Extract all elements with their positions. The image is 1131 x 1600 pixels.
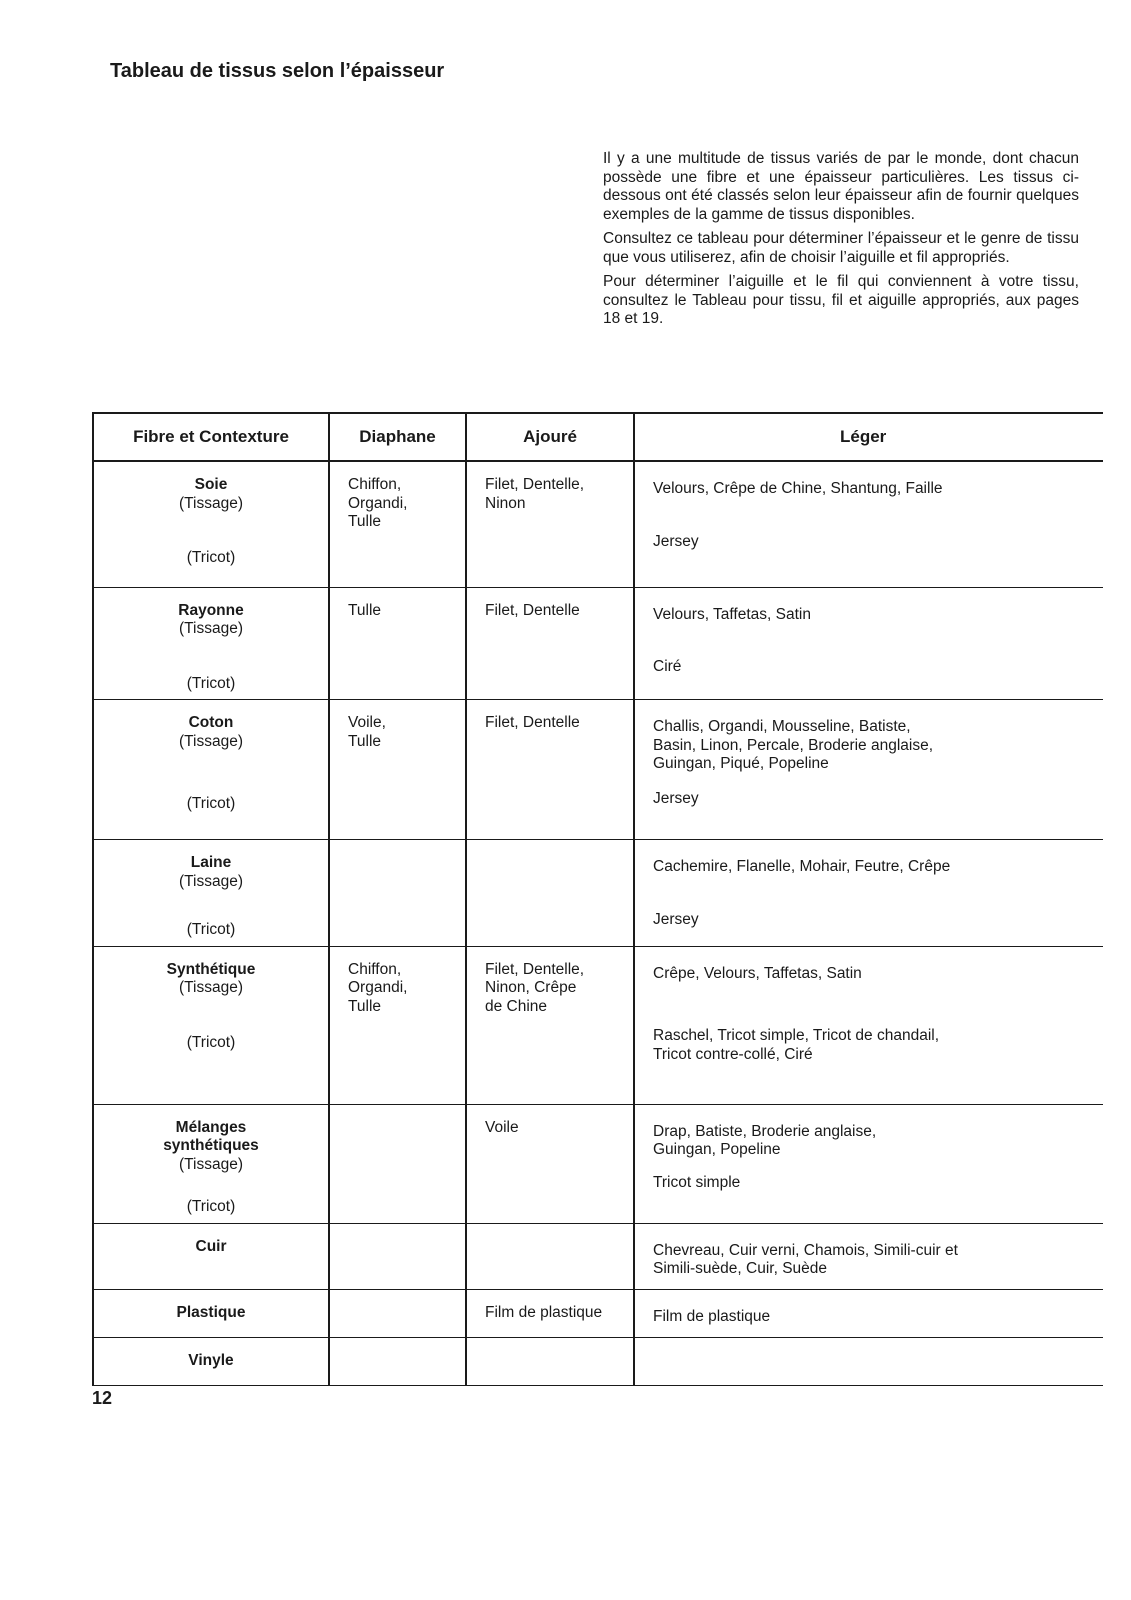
leger-cell <box>634 700 1103 840</box>
fiber-cell <box>93 700 329 840</box>
fiber-weave-label: (Tissage) <box>178 620 244 637</box>
leger-knit-text: Jersey <box>653 532 699 550</box>
leger-weave-text: Challis, Organdi, Mousseline, Batiste, Basin, Linon, Percale, Broderie anglaise, Guingan, Piqué, Popeline <box>653 718 934 772</box>
fiber-name: Soie <box>194 476 228 493</box>
ajoure-cell <box>466 1337 634 1385</box>
diaphane-cell <box>329 587 466 700</box>
ajoure-cell <box>466 587 634 700</box>
fiber-knit-label: (Tricot) <box>186 549 236 566</box>
fiber-cell <box>93 1289 329 1337</box>
leger-cell <box>634 461 1103 587</box>
ajoure-cell-text: Filet, Dentelle, Ninon <box>485 476 585 512</box>
diaphane-cell <box>329 946 466 1104</box>
leger-cell <box>634 946 1103 1104</box>
fiber-weave-label: (Tissage) <box>178 732 244 750</box>
table-row <box>93 1223 1103 1289</box>
fiber-cell <box>93 1104 329 1223</box>
fiber-name: Plastique <box>176 1303 246 1321</box>
fiber-knit-label: (Tricot) <box>186 795 236 812</box>
leger-knit-text: Raschel, Tricot simple, Tricot de chandail, Tricot contre-collé, Ciré <box>653 1027 940 1063</box>
diaphane-cell-text: Voile, Tulle <box>348 714 386 750</box>
table-header-row <box>93 413 1103 461</box>
leger-weave-text: Crêpe, Velours, Taffetas, Satin <box>653 964 862 982</box>
ajoure-cell <box>466 1223 634 1289</box>
ajoure-cell-text: Filet, Dentelle, Ninon, Crêpe de Chine <box>485 960 585 1015</box>
intro-paragraph-1: Il y a une multitude de tissus variés de par le monde, dont chacun possède une fibre et une épaisseur particulières. Les tissus ci-dessous ont été classés selon leur épaisseur afin de fournir quelques exemples de la gamme de tissus disponibles. <box>603 150 1079 223</box>
leger-weave-text: Chevreau, Cuir verni, Chamois, Simili-cuir et Simili-suède, Cuir, Suède <box>653 1241 958 1277</box>
table-row <box>93 1104 1103 1223</box>
leger-cell <box>634 840 1103 947</box>
fiber-weave-label: (Tissage) <box>178 872 244 890</box>
ajoure-cell <box>466 1104 634 1223</box>
header-ajoure: Ajouré <box>466 413 634 461</box>
leger-knit-text: Tricot simple <box>653 1173 741 1191</box>
leger-cell <box>634 587 1103 700</box>
table-row <box>93 946 1103 1104</box>
diaphane-cell <box>329 461 466 587</box>
fiber-cell <box>93 1337 329 1385</box>
fiber-name: Rayonne <box>178 601 244 619</box>
leger-knit-text: Jersey <box>653 910 699 928</box>
ajoure-cell <box>466 700 634 840</box>
leger-weave-text: Velours, Taffetas, Satin <box>653 605 811 623</box>
ajoure-cell <box>466 840 634 947</box>
diaphane-cell <box>329 1337 466 1385</box>
leger-weave-text: Cachemire, Flanelle, Mohair, Feutre, Crêpe <box>653 858 951 875</box>
fiber-cell <box>93 840 329 947</box>
diaphane-cell <box>329 1289 466 1337</box>
diaphane-cell-text: Chiffon, Organdi, Tulle <box>348 960 408 1015</box>
leger-cell <box>634 1337 1103 1385</box>
table-row <box>93 461 1103 587</box>
leger-cell <box>634 1289 1103 1337</box>
leger-knit-text: Ciré <box>653 658 682 675</box>
leger-weave-text: Film de plastique <box>653 1307 771 1325</box>
table-row <box>93 700 1103 840</box>
intro-text <box>603 150 1079 335</box>
fiber-name: Coton <box>188 714 234 731</box>
header-diaphane: Diaphane <box>329 413 466 461</box>
page-number: 12 <box>92 1388 113 1408</box>
ajoure-cell <box>466 946 634 1104</box>
header-fibre: Fibre et Contexture <box>93 413 329 461</box>
fiber-name: Laine <box>190 854 232 871</box>
diaphane-cell <box>329 1104 466 1223</box>
fiber-knit-label: (Tricot) <box>186 921 236 938</box>
fiber-name: Synthétique <box>166 960 256 978</box>
fiber-cell <box>93 587 329 700</box>
table-row <box>93 587 1103 700</box>
leger-weave-text: Drap, Batiste, Broderie anglaise, Guingan, Popeline <box>653 1122 877 1158</box>
fiber-name: Cuir <box>195 1237 227 1255</box>
fiber-weave-label: (Tissage) <box>178 494 244 512</box>
ajoure-cell <box>466 461 634 587</box>
fiber-name: Vinyle <box>188 1351 234 1369</box>
leger-cell <box>634 1104 1103 1223</box>
fiber-cell <box>93 461 329 587</box>
fiber-knit-label: (Tricot) <box>186 674 236 692</box>
ajoure-cell-text: Film de plastique <box>485 1303 603 1321</box>
fabric-table <box>92 412 1102 1386</box>
diaphane-cell <box>329 840 466 947</box>
leger-weave-text: Velours, Crêpe de Chine, Shantung, Faille <box>653 480 943 497</box>
table-body <box>93 461 1103 1385</box>
fiber-name: Mélanges synthétiques <box>163 1118 259 1154</box>
leger-cell <box>634 1223 1103 1289</box>
ajoure-cell <box>466 1289 634 1337</box>
diaphane-cell-text: Tulle <box>348 601 382 619</box>
ajoure-cell-text: Filet, Dentelle <box>485 601 580 619</box>
fiber-knit-label: (Tricot) <box>186 1033 236 1051</box>
ajoure-cell-text: Filet, Dentelle <box>485 714 580 731</box>
fiber-knit-label: (Tricot) <box>186 1198 236 1215</box>
table-row <box>93 840 1103 947</box>
table-row <box>93 1289 1103 1337</box>
table-row <box>93 1337 1103 1385</box>
fiber-weave-label: (Tissage) <box>178 979 244 996</box>
fiber-cell <box>93 1223 329 1289</box>
fiber-weave-label: (Tissage) <box>178 1155 244 1173</box>
page-title: Tableau de tissus selon l’épaisseur <box>110 60 445 82</box>
intro-paragraph-2: Consultez ce tableau pour déterminer l’épaisseur et le genre de tissu que vous utiliserez, afin de choisir l’aiguille et fil appropriés. <box>603 230 1079 266</box>
fiber-cell <box>93 946 329 1104</box>
diaphane-cell <box>329 1223 466 1289</box>
intro-paragraph-3: Pour déterminer l’aiguille et le fil qui conviennent à votre tissu, consultez le Tableau pour tissu, fil et aiguille appropriés, aux pages 18 et 19. <box>603 273 1079 327</box>
header-leger: Léger <box>634 413 1103 461</box>
leger-knit-text: Jersey <box>653 789 699 807</box>
ajoure-cell-text: Voile <box>485 1118 519 1136</box>
diaphane-cell-text: Chiffon, Organdi, Tulle <box>348 476 408 530</box>
diaphane-cell <box>329 700 466 840</box>
